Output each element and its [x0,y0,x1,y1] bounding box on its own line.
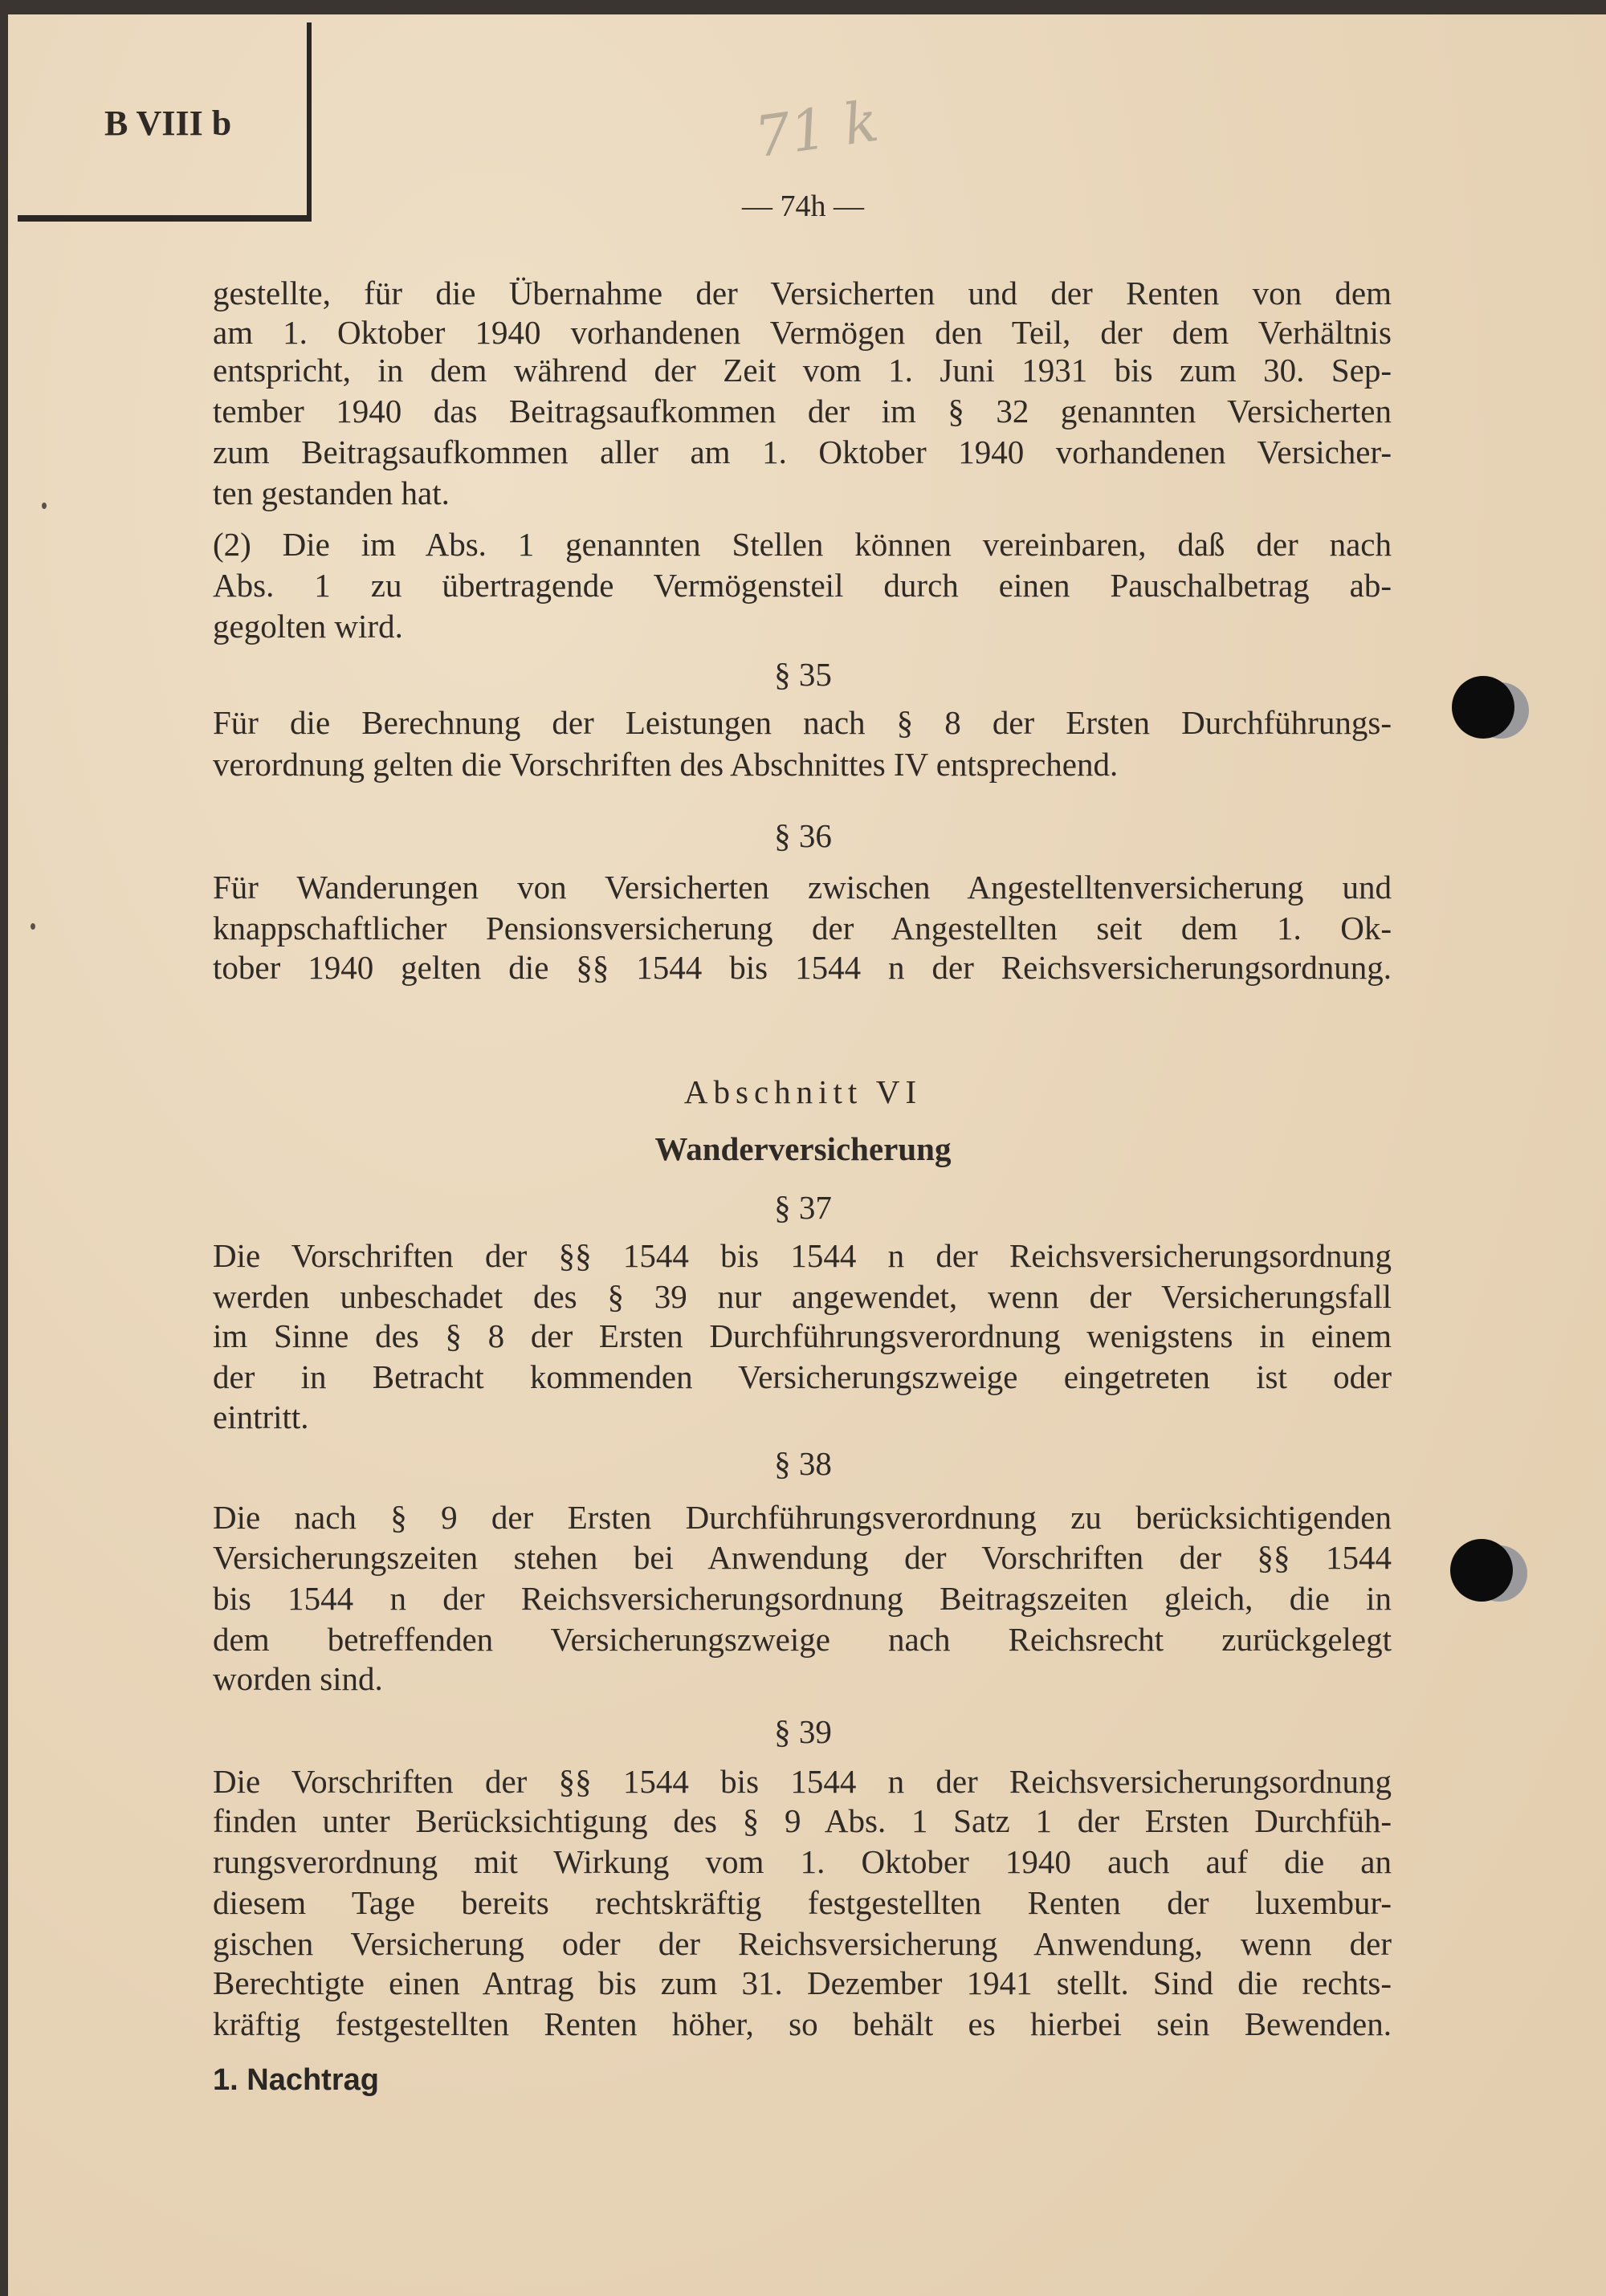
section-heading: § 38 [774,1445,832,1482]
section-code: B VIII b [104,104,232,143]
text-line: verordnung gelten die Vorschriften des Abschnittes IV entsprechend. [213,746,1119,783]
text-line: diesem Tage bereits rechtskräftig festgestellten Renten der luxembur- [213,1884,1392,1921]
section-heading: § 39 [774,1713,832,1750]
section-heading: § 36 [774,817,832,854]
text-line: Berechtigte einen Antrag bis zum 31. Dezember 1941 stellt. Sind die rechts- [213,1964,1392,2001]
supplement-label: 1. Nachtrag [213,2063,379,2097]
text-line: worden sind. [213,1660,383,1697]
text-line: gischen Versicherung oder der Reichsversicherung Anwendung, wenn der [213,1925,1392,1962]
text-line: Für Wanderungen von Versicherten zwischen Angestelltenversicherung und [213,869,1392,906]
section-heading: § 35 [774,656,832,693]
text-line: ten gestanden hat. [213,474,450,511]
speck [31,923,35,930]
chapter-label: Abschnitt VI [683,1073,923,1110]
text-line: bis 1544 n der Reichsversicherungsordnung Beitragszeiten gleich, die in [213,1580,1392,1617]
handwritten-note: 71 k [751,88,882,171]
punch-hole [1450,1539,1513,1602]
text-line: rungsverordnung mit Wirkung vom 1. Oktober 1940 auch auf die an [213,1843,1392,1880]
text-line: im Sinne des § 8 der Ersten Durchführungsverordnung wenigstens in einem [213,1317,1392,1354]
text-line: knappschaftlicher Pensionsversicherung der Angestellten seit dem 1. Ok- [213,910,1392,946]
text-line: Die nach § 9 der Ersten Durchführungsverordnung zu berücksichtigenden [213,1499,1392,1536]
text-line: gestellte, für die Übernahme der Versicherten und der Renten von dem [213,275,1392,311]
text-line: (2) Die im Abs. 1 genannten Stellen können vereinbaren, daß der nach [213,526,1392,563]
text-line: dem betreffenden Versicherungszweige nach Reichsrecht zurückgelegt [213,1621,1392,1658]
text-line: finden unter Berücksichtigung des § 9 Abs. 1 Satz 1 der Ersten Durchfüh- [213,1802,1392,1839]
text-line: zum Beitragsaufkommen aller am 1. Oktober 1940 vorhandenen Versicher- [213,434,1392,470]
text-line: entspricht, in dem während der Zeit vom 1. Juni 1931 bis zum 30. Sep- [213,352,1392,389]
text-line: gegolten wird. [213,608,403,645]
text-line: der in Betracht kommenden Versicherungszweige eingetreten ist oder [213,1358,1392,1395]
text-line: Versicherungszeiten stehen bei Anwendung der Vorschriften der §§ 1544 [213,1539,1392,1576]
text-line: am 1. Oktober 1940 vorhandenen Vermögen den Teil, der dem Verhältnis [213,314,1392,351]
page-number: — 74h — [742,189,864,223]
text-line: tober 1940 gelten die §§ 1544 bis 1544 n der Reichsversicherungsordnung. [213,949,1392,986]
text-line: Die Vorschriften der §§ 1544 bis 1544 n der Reichsversicherungsordnung [213,1763,1392,1800]
chapter-title: Wanderversicherung [654,1130,952,1167]
text-line: tember 1940 das Beitragsaufkommen der im § 32 genannten Versicherten [213,393,1392,429]
section-heading: § 37 [774,1189,832,1226]
text-line: kräftig festgestellten Renten höher, so behält es hierbei sein Bewenden. [213,2005,1392,2042]
text-line: werden unbeschadet des § 39 nur angewendet, wenn der Versicherungsfall [213,1278,1392,1315]
text-line: eintritt. [213,1398,309,1435]
text-line: Die Vorschriften der §§ 1544 bis 1544 n der Reichsversicherungsordnung [213,1237,1392,1274]
text-line: Abs. 1 zu übertragende Vermögensteil durch einen Pauschalbetrag ab- [213,567,1392,604]
text-line: Für die Berechnung der Leistungen nach § 8 der Ersten Durchführungs- [213,704,1392,741]
speck [42,503,47,509]
